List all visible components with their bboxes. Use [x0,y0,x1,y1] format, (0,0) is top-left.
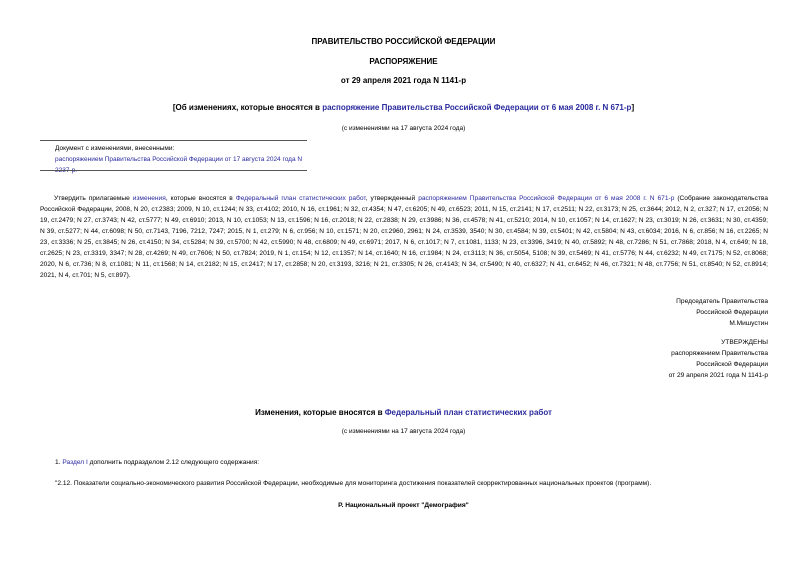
annex-revision-note: (с изменениями на 17 августа 2024 года) [341,428,466,435]
p1-text-2: , которые вносятся в [165,195,236,202]
annex-title [0,408,807,418]
changes-note-label: Документ с изменениями, внесенными: [55,145,175,152]
approved-line-1: УТВЕРЖДЕНЫ [721,339,768,346]
federal-plan-link[interactable]: Федеральный план статистических работ [235,195,366,202]
p1-text-3: , утвержденный [365,195,419,202]
section-i-link[interactable]: Раздел I [62,459,88,466]
changes-note [55,143,310,176]
annex-title-prefix: Изменения, которые вносятся в [255,408,385,417]
approved-line-3: Российской Федерации [696,361,768,368]
p1-text-4: (Собрание законодательства Российской Федерации, 2008, N 20, ст.2383; 2009, N 10, ст.1244; N 33, ст.4102; 2010, N 16, ст.1961; N 32, ст.4354; N 47, ст.6205; N 49, ст.6523; 2011, N 15, ст.2141; N 17, ст.2511; N 22, ст.3173; N 25, ст.3644; 2012, N 2, ст.327; N 17, ст.2056; N 19, ст.2479; N 27, ст.3743; N 42, ст.5777; N 49, ст.6910; 2013, N 10, ст.1053; N 13, ст.1596; N 16, ст.2018; N 22, ст.2838; N 29, ст.3986; N 36, ст.4578; N 41, ст.5210; 2014, N 10, ст.1057; N 14, ст.1627; N 23, ст.3019; N 26, ст.3631; N 30, ст.4359; N 39, ст.5277; N 44, ст.6098; N 50, ст.7143, 7196, 7212, 7247; 2015, N 1, ст.279; N 6, ст.956; N 10, ст.1571; N 20, ст.2960, 2961; N 24, ст.3539, 3540; N 30, ст.4584; N 39, ст.5401; N 42, ст.5804; N 43, ст.6034; 2016, N 6, ст.856; N 16, ст.2265; N 23, ст.3336; N 25, ст.3845; N 26, ст.4150; N 34, ст.5284; N 39, ст.5700; N 42, ст.5990; N 48, ст.6809; N 49, ст.6971; 2017, N 6, ст.1017; N 7, ст.1081, 1133; N 23, ст.3396, 3419; N 40, ст.5892; N 48, ст.7286; N 51, ст.7868; 2018, N 4, ст.649; N 18, ст.2625; N 23, ст.3319, 3347; N 28, ст.4269; N 49, ст.7606; N 50, ст.7824; 2019, N 1, ст.154; N 12, ст.1357; N 14, ст.1640; N 16, ст.1984; N 24, ст.3113; N 36, ст.5054, 5108; N 39, ст.5469; N 41, ст.5776; N 44, ст.6232; N 49, ст.7175; N 52, ст.8068; 2020, N 6, ст.736; N 8, ст.1081; N 11, ст.1568; N 14, ст.2182; N 15, ст.2417; N 17, ст.2858; N 20, ст.3193, 3216; N 21, ст.3305; N 26, ст.4143; N 34, ст.5490; N 40, ст.6327; N 41, ст.6452; N 46, ст.7321; N 48, ст.7756; N 51, ст.8540; N 52, ст.8914; 2021, N 4, ст.701; N 5, ст.897). [40,195,768,279]
annex-item-1 [55,459,259,468]
doc-date-number: от 29 апреля 2021 года N 1141-р [340,76,467,85]
p1-text-1: Утвердить прилагаемые [54,195,133,202]
changes-note-link[interactable]: распоряжением Правительства Российской Федерации от 17 августа 2024 года N 2237-р. [55,156,303,174]
doc-title-suffix: ] [631,103,635,112]
main-paragraph [40,193,768,281]
changes-link[interactable]: изменения [132,195,166,202]
annex-federal-plan-link[interactable]: Федеральный план статистических работ [384,408,552,417]
signature-line-2: Российской Федерации [696,309,768,316]
annex-item-1-text: дополнить подразделом 2.12 следующего содержания: [87,459,260,466]
signature-line-3: М.Мишустин [729,320,768,327]
annex-item-2: "2.12. Показатели социально-экономического развития Российской Федерации, необходимые для мониторинга достижения показателей скорректированных национальных проектов (программ). [55,480,652,487]
order-671-link[interactable]: распоряжением Правительства Российской Федерации от 6 мая 2008 г. N 671-р [418,195,675,202]
annex-item-1-number: 1. [55,459,63,466]
doc-title-prefix: [Об изменениях, которые вносятся в [172,103,323,112]
doc-revision-note: (с изменениями на 17 августа 2024 года) [341,125,466,132]
org-heading: ПРАВИТЕЛЬСТВО РОССИЙСКОЙ ФЕДЕРАЦИИ [311,37,496,46]
doc-title [0,103,807,113]
signature-line-1: Председатель Правительства [676,298,768,305]
approved-line-2: распоряжением Правительства [671,350,768,357]
changes-bottom-rule [40,170,307,171]
approved-line-4: от 29 апреля 2021 года N 1141-р [668,372,768,379]
signature-block [676,296,768,329]
approved-block [669,337,768,381]
doc-type-heading: РАСПОРЯЖЕНИЕ [369,57,438,66]
changes-top-rule [40,140,307,141]
section-heading: Р. Национальный проект "Демография" [338,502,469,509]
doc-title-link[interactable]: распоряжение Правительства Российской Федерации от 6 мая 2008 г. N 671-р [322,103,632,112]
